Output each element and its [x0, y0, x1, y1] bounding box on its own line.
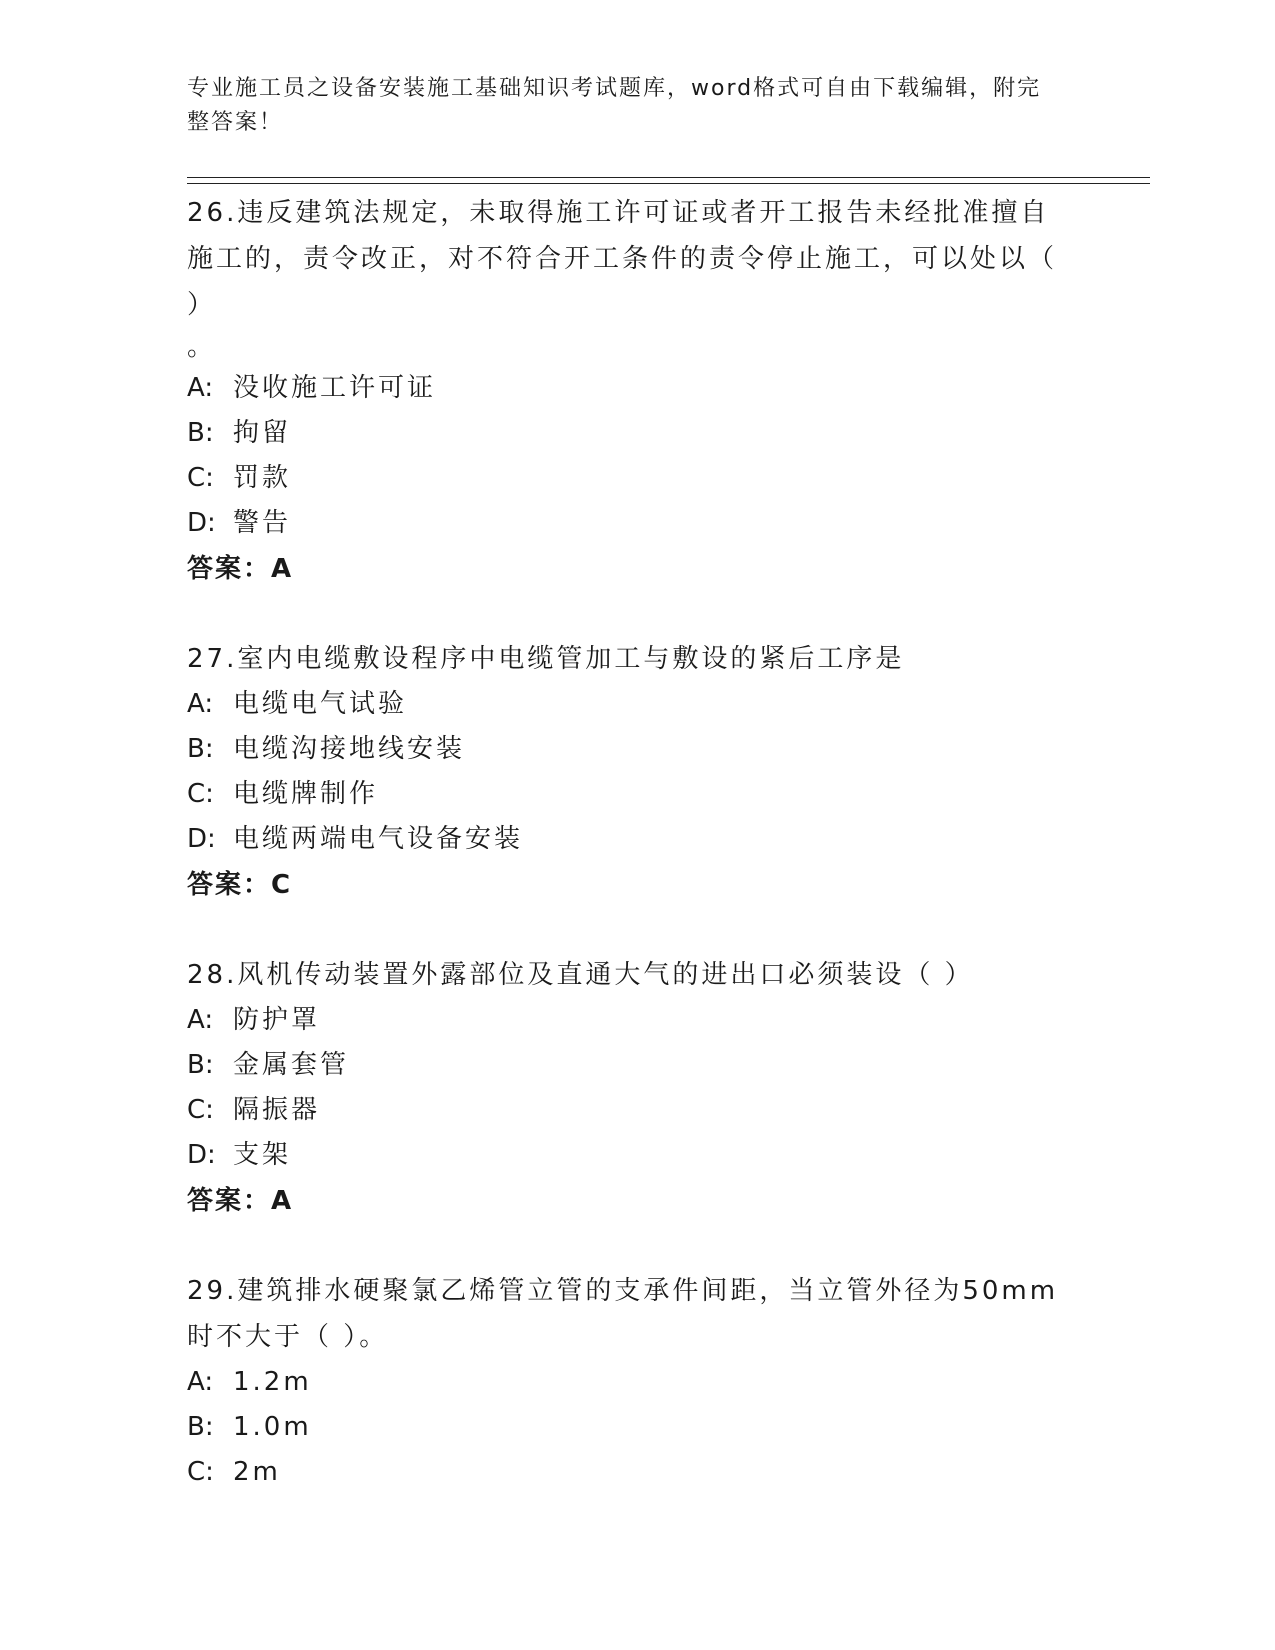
option-c [187, 772, 1087, 817]
option-text: 罚款 [233, 463, 292, 493]
question-28 [187, 952, 1087, 1224]
header-divider-bottom [187, 183, 1150, 184]
option-letter: C: [187, 1457, 214, 1487]
option-letter: B: [187, 418, 214, 448]
option-text: 2m [233, 1457, 281, 1487]
option-letter: B: [187, 1412, 214, 1442]
option-b [187, 1405, 1087, 1450]
option-d [187, 817, 1087, 862]
question-spacer [187, 908, 1087, 952]
option-a [187, 366, 1087, 411]
question-stem-tail: 。 [187, 332, 214, 362]
option-letter: C: [187, 1095, 214, 1125]
question-26 [187, 190, 1087, 592]
option-letter: C: [187, 779, 214, 809]
option-a [187, 1360, 1087, 1405]
option-letter: D: [187, 824, 216, 854]
option-letter: D: [187, 1140, 216, 1170]
option-d [187, 501, 1087, 546]
option-text: 支架 [233, 1140, 292, 1170]
option-letter: C: [187, 463, 214, 493]
question-29 [187, 1268, 1087, 1495]
option-letter: B: [187, 734, 214, 764]
option-letter: A: [187, 1367, 214, 1397]
option-text: 隔振器 [233, 1095, 321, 1125]
option-text: 电缆两端电气设备安装 [233, 824, 524, 854]
header-line-1: 专业施工员之设备安装施工基础知识考试题库，word格式可自由下载编辑，附完 [187, 76, 1042, 101]
option-text: 1.2m [233, 1367, 312, 1397]
option-letter: D: [187, 508, 216, 538]
option-a [187, 682, 1087, 727]
answer-line: 答案：C [187, 870, 293, 900]
question-list [187, 190, 1087, 1495]
question-27 [187, 636, 1087, 908]
option-text: 电缆电气试验 [233, 689, 408, 719]
option-letter: B: [187, 1050, 214, 1080]
option-letter: A: [187, 1005, 214, 1035]
header-line-2: 整答案！ [187, 110, 284, 135]
option-d [187, 1133, 1087, 1178]
question-spacer [187, 592, 1087, 636]
answer-line: 答案：A [187, 1186, 294, 1216]
option-c [187, 1088, 1087, 1133]
document-header [187, 72, 1087, 140]
option-letter: A: [187, 373, 214, 403]
option-text: 拘留 [233, 418, 292, 448]
option-a [187, 998, 1087, 1043]
option-text: 金属套管 [233, 1050, 350, 1080]
option-c [187, 1450, 1087, 1495]
option-text: 防护罩 [233, 1005, 321, 1035]
option-text: 1.0m [233, 1412, 312, 1442]
question-stem: 28.风机传动装置外露部位及直通大气的进出口必须装设（ ） [187, 960, 974, 990]
option-letter: A: [187, 689, 214, 719]
answer-line: 答案：A [187, 554, 294, 584]
option-text: 电缆沟接地线安装 [233, 734, 466, 764]
header-divider-top [187, 177, 1150, 178]
option-b [187, 411, 1087, 456]
option-b [187, 1043, 1087, 1088]
option-text: 警告 [233, 508, 292, 538]
question-spacer [187, 1224, 1087, 1268]
option-text: 没收施工许可证 [233, 373, 437, 403]
option-c [187, 456, 1087, 501]
option-b [187, 727, 1087, 772]
question-stem: 27.室内电缆敷设程序中电缆管加工与敷设的紧后工序是 [187, 644, 905, 674]
question-stem: 26.违反建筑法规定，未取得施工许可证或者开工报告未经批准擅自施工的，责令改正，对不符合开工条件的责令停止施工，可以处以（ ） [187, 198, 1058, 320]
question-stem: 29.建筑排水硬聚氯乙烯管立管的支承件间距，当立管外径为50mm时不大于（ ）。 [187, 1276, 1059, 1352]
option-text: 电缆牌制作 [233, 779, 379, 809]
